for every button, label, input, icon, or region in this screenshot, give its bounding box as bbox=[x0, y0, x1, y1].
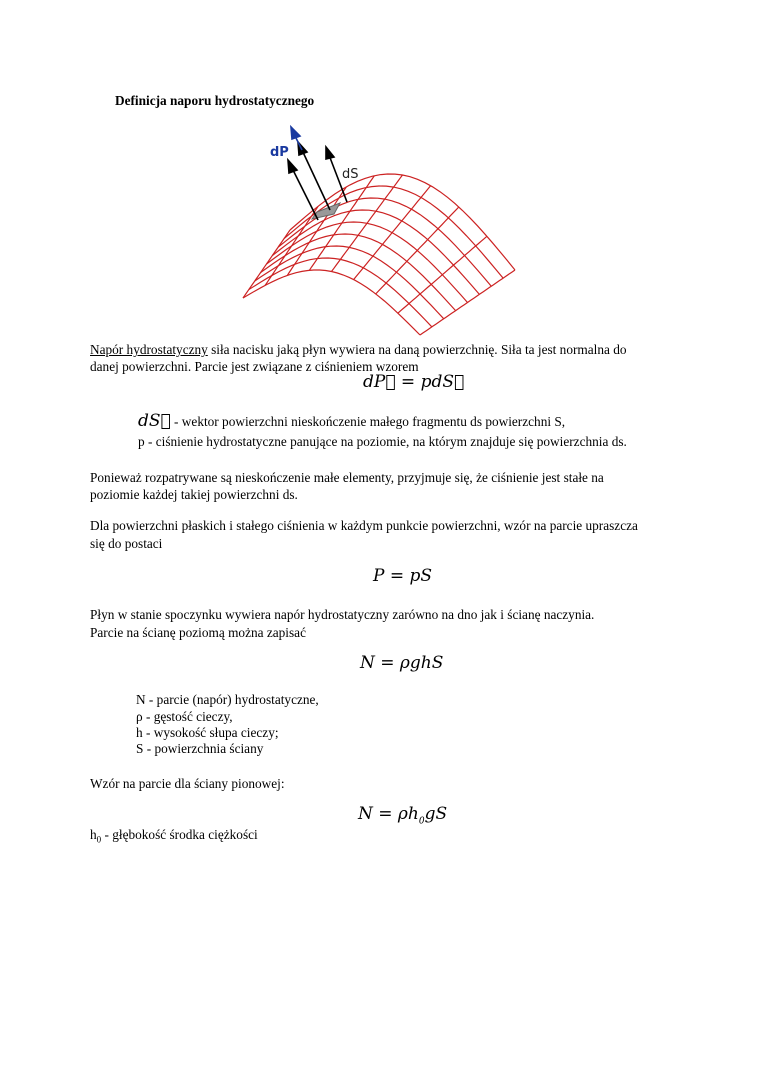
paragraph-3-line-1: Dla powierzchni płaskich i stałego ciśnienia w każdym punkcie powierzchni, wzór na parcie upraszcza bbox=[90, 518, 638, 533]
text: - głębokość środka ciężkości bbox=[101, 827, 258, 842]
mesh-line bbox=[284, 186, 503, 278]
paragraph-4-line-1: Płyn w stanie spoczynku wywiera napór hydrostatyczny zarówno na dno jak i ścianę naczynia. bbox=[90, 607, 595, 622]
subscript: 0 bbox=[96, 834, 102, 845]
paragraph-2-line-1: Ponieważ rozpatrywane są nieskończenie małe elementy, przyjmuje się, że ciśnienie jest stałe na bbox=[90, 470, 604, 485]
formula-N: N = ρghS bbox=[360, 653, 444, 673]
formula-dP: dP⃗ = pdS⃗ bbox=[363, 372, 465, 392]
label-dS: dS bbox=[342, 167, 359, 182]
text: gS bbox=[424, 804, 448, 824]
definition-dS bbox=[138, 413, 565, 430]
paragraph-1-line-1 bbox=[90, 341, 627, 358]
formula-N-vertical bbox=[358, 804, 447, 826]
surface-mesh bbox=[243, 174, 515, 335]
curved-surface-figure bbox=[230, 120, 530, 340]
text: N = ρh bbox=[358, 804, 419, 824]
legend-item: S - powierzchnia ściany bbox=[136, 741, 264, 756]
paragraph-2-line-2: poziomie każdej takiej powierzchni ds. bbox=[90, 487, 298, 502]
paragraph-3-line-2: się do postaci bbox=[90, 536, 163, 551]
label-dP: dP bbox=[270, 145, 289, 160]
subscript: 0 bbox=[418, 816, 425, 827]
paragraph-5: Wzór na parcie dla ściany pionowej: bbox=[90, 776, 285, 791]
text: siła nacisku jaką płyn wywiera na daną powierzchnię. Siła ta jest normalna do bbox=[207, 342, 627, 357]
symbol-dS: dS⃗ bbox=[138, 411, 171, 431]
legend-item: h - wysokość słupa cieczy; bbox=[136, 725, 279, 740]
arrow-dP-tip bbox=[291, 127, 302, 150]
text: - wektor powierzchni nieskończenie małego fragmentu ds powierzchni S, bbox=[170, 414, 566, 429]
formula-P: P = pS bbox=[373, 566, 433, 586]
definition-p: p - ciśnienie hydrostatyczne panujące na poziomie, na którym znajduje się powierzchnia ds. bbox=[138, 434, 627, 449]
legend-item: ρ - gęstość cieczy, bbox=[136, 709, 233, 724]
definition-h0 bbox=[90, 826, 258, 849]
legend-item: N - parcie (napór) hydrostatyczne, bbox=[136, 692, 319, 707]
term-napor: Napór hydrostatyczny bbox=[90, 342, 208, 357]
arrow-normal-left bbox=[288, 160, 318, 220]
paragraph-1-line-2: danej powierzchni. Parcie jest związane z ciśnieniem wzorem bbox=[90, 359, 419, 374]
page-title: Definicja naporu hydrostatycznego bbox=[115, 93, 315, 108]
text: h bbox=[90, 827, 97, 842]
paragraph-4-line-2: Parcie na ścianę poziomą można zapisać bbox=[90, 625, 306, 640]
